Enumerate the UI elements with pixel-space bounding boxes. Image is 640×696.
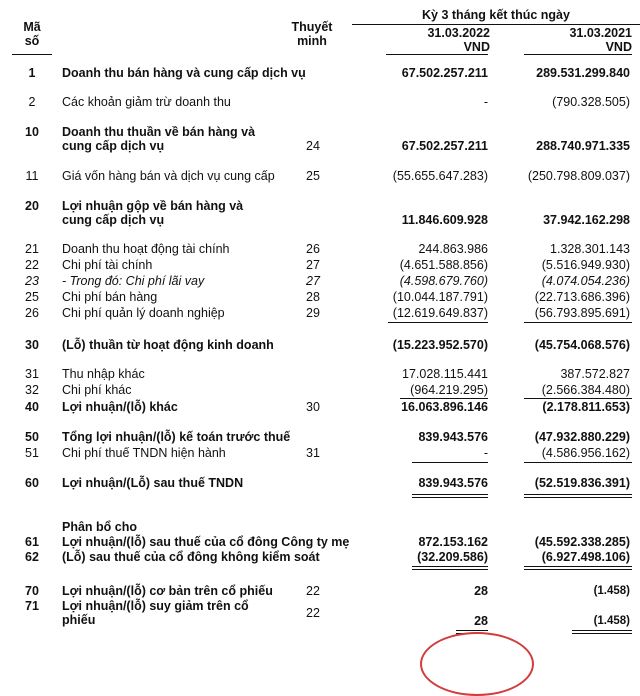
row-description: Phân bổ cho [62, 520, 137, 534]
row-value-2021: 37.942.162.298 [543, 213, 630, 227]
row-value-2021: (5.516.949.930) [541, 258, 630, 272]
row-note: 25 [306, 169, 320, 183]
tax-rule-2021 [524, 462, 632, 463]
row-note: 26 [306, 242, 320, 256]
row-description: Chi phí tài chính [62, 258, 153, 272]
row-code: 23 [25, 274, 39, 288]
row-code: 22 [25, 258, 39, 272]
row-code: 32 [25, 383, 39, 397]
row-value-2022: 839.943.576 [418, 476, 488, 490]
other-rule-2022 [400, 398, 488, 399]
row-code: 26 [25, 306, 39, 320]
row-value-2021: (4.074.054.236) [541, 274, 630, 288]
row-code: 50 [25, 430, 39, 444]
row-value-2022: (964.219.295) [410, 383, 488, 397]
row-value-2021: (1.458) [593, 585, 630, 597]
row-value-2022: 67.502.257.211 [401, 66, 488, 80]
row-description: Doanh thu hoạt động tài chính [62, 242, 230, 256]
tax-rule-2022 [412, 462, 488, 463]
row-code: 30 [25, 338, 39, 352]
row-value-2021: (4.586.956.162) [541, 446, 630, 460]
row-description: Lợi nhuận/(Lỗ) sau thuế TNDN [62, 476, 244, 490]
alloc-double-rule-2022 [412, 566, 488, 570]
row-value-2021: (45.592.338.285) [534, 535, 630, 549]
row-description: Doanh thu bán hàng và cung cấp dịch vụ [62, 66, 306, 80]
row-value-2022: 17.028.115.441 [402, 367, 488, 381]
date-header-2021: 31.03.2021 [569, 26, 632, 40]
code-header-underline [12, 54, 52, 55]
row-value-2022: (15.223.952.570) [392, 338, 488, 352]
date-header-2022: 31.03.2022 [427, 26, 490, 40]
row-description: (Lỗ) sau thuế của cổ đông không kiểm soát [62, 550, 320, 564]
row-description: Lợi nhuận/(lỗ) khác [62, 400, 178, 414]
row-value-2022: 28 [474, 614, 488, 628]
other-rule-2021 [524, 398, 632, 399]
note-column-header: Thuyết minh [291, 20, 333, 48]
code-column-header: Mã số [23, 20, 41, 48]
row-value-2022: 872.153.162 [418, 535, 488, 549]
net-double-rule-2022 [412, 494, 488, 498]
row-value-2022: 28 [474, 584, 488, 598]
row-value-2021: (1.458) [593, 615, 630, 627]
period-rule [352, 24, 640, 25]
row-value-2022: - [483, 95, 488, 109]
row-code: 61 [25, 535, 39, 549]
row-value-2022: 839.943.576 [418, 430, 488, 444]
row-value-2021: (56.793.895.691) [534, 306, 630, 320]
row-value-2021: (2.566.384.480) [541, 383, 630, 397]
subtotal-rule-2022 [388, 322, 488, 323]
row-description: - Trong đó: Chi phí lãi vay [62, 274, 205, 288]
row-value-2021: 288.740.971.335 [536, 139, 630, 153]
net-double-rule-2021 [524, 494, 632, 498]
eps-double-rule-2021 [572, 630, 632, 634]
row-code: 2 [28, 95, 36, 109]
row-value-2022: 244.863.986 [418, 242, 488, 256]
row-value-2022: 67.502.257.211 [401, 139, 488, 153]
row-description: Lợi nhuận/(lỗ) cơ bản trên cổ phiếu [62, 584, 273, 598]
row-code: 40 [25, 400, 39, 414]
row-value-2022: (32.209.586) [417, 550, 488, 564]
row-value-2021: (250.798.809.037) [527, 169, 630, 183]
row-value-2022: 16.063.896.146 [401, 400, 488, 414]
row-value-2021: (52.519.836.391) [534, 476, 630, 490]
row-value-2021: 1.328.301.143 [550, 242, 630, 256]
row-code: 31 [25, 367, 39, 381]
row-note: 24 [306, 139, 320, 153]
row-code: 60 [25, 476, 39, 490]
row-description: Thu nhập khác [62, 367, 145, 381]
row-value-2022: 11.846.609.928 [401, 213, 488, 227]
row-code: 51 [25, 446, 39, 460]
row-code: 62 [25, 550, 39, 564]
row-description: Lợi nhuận/(lỗ) suy giảm trên cổ phiếu [62, 599, 249, 627]
row-description: Lợi nhuận/(lỗ) sau thuế của cổ đông Công ty mẹ [62, 535, 350, 549]
row-description: Các khoản giảm trừ doanh thu [62, 95, 231, 109]
row-description: Lợi nhuận gộp về bán hàng và cung cấp dịch vụ [62, 199, 244, 227]
row-value-2021: (47.932.880.229) [534, 430, 630, 444]
row-description: Doanh thu thuần về bán hàng và cung cấp dịch vụ [62, 125, 256, 153]
row-value-2021: (2.178.811.653) [542, 400, 630, 414]
row-code: 25 [25, 290, 39, 304]
row-description: Chi phí khác [62, 383, 132, 397]
row-value-2021: (22.713.686.396) [534, 290, 630, 304]
row-code: 1 [28, 66, 36, 80]
row-description: Tổng lợi nhuận/(lỗ) kế toán trước thuế [62, 430, 291, 444]
row-value-2021: 289.531.299.840 [536, 66, 630, 80]
row-code: 71 [25, 599, 39, 613]
row-note: 27 [306, 258, 320, 272]
row-value-2021: 387.572.827 [560, 367, 630, 381]
unit-header-2021: VND [605, 40, 632, 54]
row-value-2021: (790.328.505) [552, 95, 630, 109]
row-value-2021: (45.754.068.576) [534, 338, 630, 352]
row-description: (Lỗ) thuần từ hoạt động kinh doanh [62, 338, 274, 352]
row-note: 28 [306, 290, 320, 304]
row-note: 22 [306, 606, 320, 620]
row-description: Giá vốn hàng bán và dịch vụ cung cấp [62, 169, 275, 183]
row-value-2021: (6.927.498.106) [541, 550, 630, 564]
row-note: 30 [306, 400, 320, 414]
date1-header-underline [386, 54, 488, 55]
row-note: 31 [306, 446, 320, 460]
date2-header-underline [524, 54, 632, 55]
row-value-2022: - [483, 446, 488, 460]
alloc-double-rule-2021 [524, 566, 632, 570]
row-value-2022: (12.619.649.837) [392, 306, 488, 320]
period-header: Kỳ 3 tháng kết thúc ngày [422, 8, 570, 22]
row-code: 20 [25, 199, 39, 213]
row-description: Chi phí thuế TNDN hiện hành [62, 446, 226, 460]
row-value-2022: (55.655.647.283) [392, 169, 488, 183]
unit-header-2022: VND [463, 40, 490, 54]
row-code: 10 [25, 125, 39, 139]
row-note: 27 [306, 274, 320, 288]
row-note: 29 [306, 306, 320, 320]
row-code: 21 [25, 242, 39, 256]
row-value-2022: (4.651.588.856) [399, 258, 488, 272]
row-note: 22 [306, 584, 320, 598]
row-value-2022: (4.598.679.760) [399, 274, 488, 288]
row-description: Chi phí quản lý doanh nghiệp [62, 306, 225, 320]
row-description: Chi phí bán hàng [62, 290, 158, 304]
row-code: 11 [25, 169, 39, 183]
row-code: 70 [25, 584, 39, 598]
subtotal-rule-2021 [524, 322, 632, 323]
row-value-2022: (10.044.187.791) [392, 290, 488, 304]
